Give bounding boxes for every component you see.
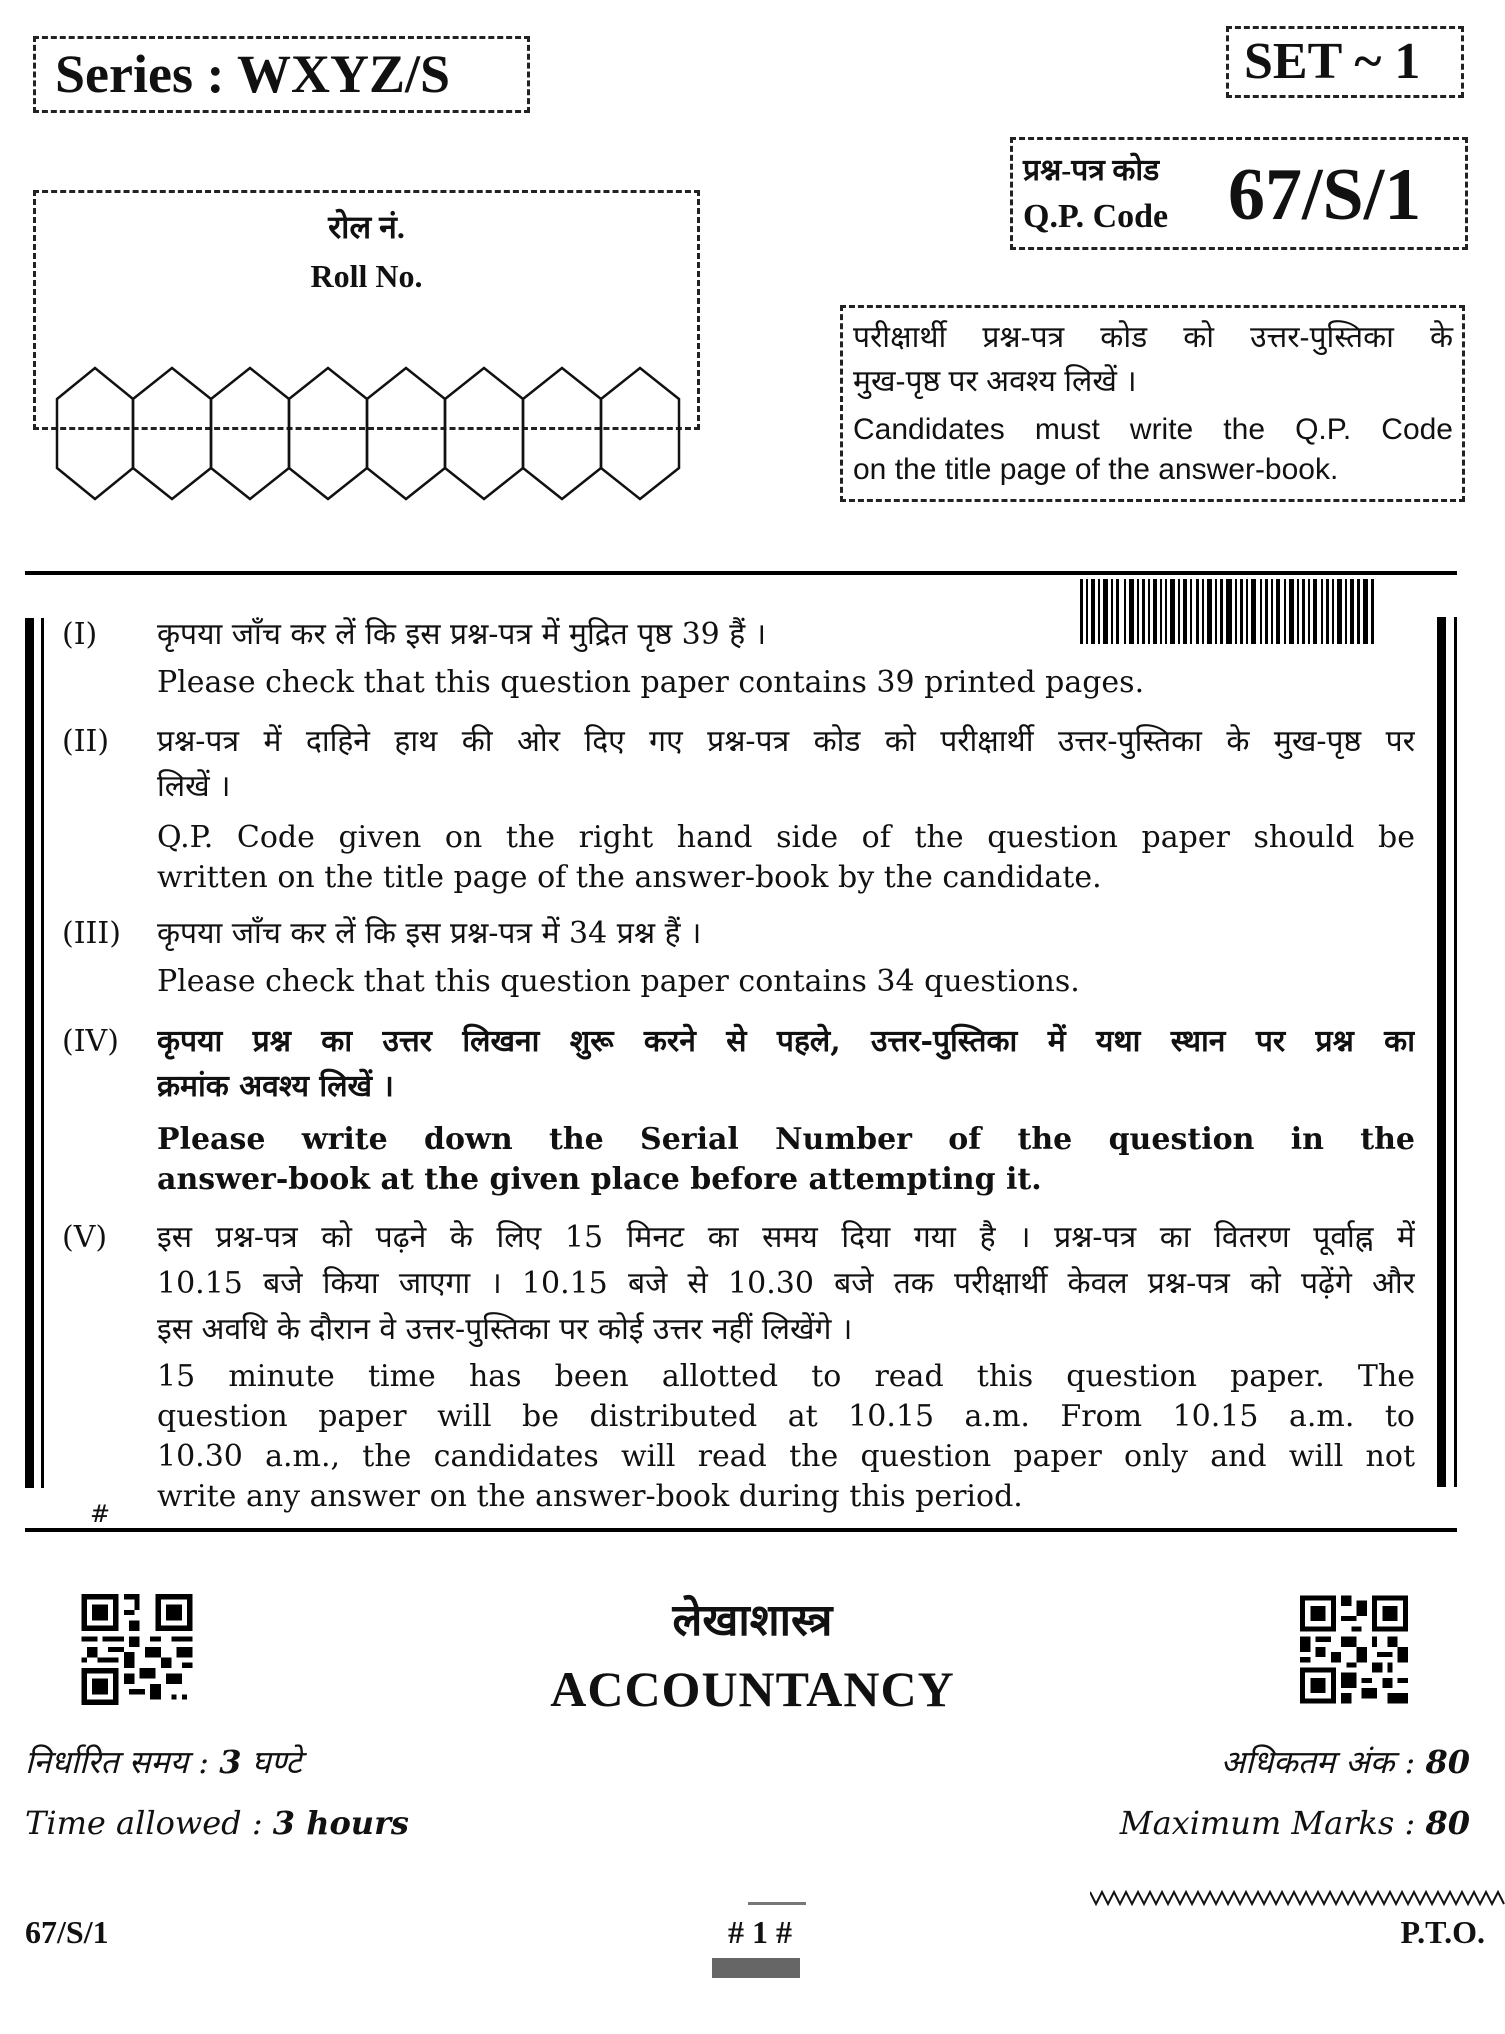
zigzag-divider <box>1090 1888 1505 1908</box>
barcode-icon <box>1080 579 1374 644</box>
maximum-marks <box>1120 1804 1470 1842</box>
please-turn-over: P.T.O. <box>1400 1914 1485 1950</box>
roll-number-hex-grid[interactable] <box>55 366 687 502</box>
notice-line-english-2: on the title page of the answer-book. <box>853 453 1339 486</box>
time-allowed-value: 3 hours <box>272 1804 409 1842</box>
instruction-line-hindi: इस अवधि के दौरान वे उत्तर-पुस्तिका पर कोई उत्तर नहीं लिखेंगे । <box>157 1312 853 1347</box>
instruction-label: (IV) <box>62 1024 119 1059</box>
maximum-marks-value: 80 <box>1425 1804 1470 1842</box>
qp-code-label: Q.P. Code <box>1023 198 1169 235</box>
notice-line-english-1: Candidates must write the Q.P. Code <box>853 413 1453 446</box>
instruction-line-english: 10.30 a.m., the candidates will read the question paper only and will not <box>157 1439 1415 1474</box>
instruction-line-english: answer-book at the given place before attempting it. <box>157 1162 1042 1197</box>
instruction-line-english: Q.P. Code given on the right hand side of the question paper should be <box>157 820 1415 855</box>
instruction-line-hindi: क्रमांक अवश्य लिखें । <box>157 1069 394 1104</box>
time-allowed <box>25 1804 409 1842</box>
instruction-line-english: write any answer on the answer-book during this period. <box>157 1479 1023 1514</box>
right-frame-thin-bar <box>1454 617 1457 1487</box>
instruction-line-hindi: कृपया जाँच कर लें कि इस प्रश्न-पत्र में 34 प्रश्न हैं । <box>157 916 702 951</box>
roll-digit-cell[interactable] <box>57 368 133 499</box>
maximum-marks-hindi <box>1221 1740 1470 1783</box>
maximum-marks-label: Maximum Marks : <box>1119 1804 1426 1842</box>
top-divider <box>25 571 1457 575</box>
subject-title-hindi: लेखाशास्त्र <box>672 1596 833 1645</box>
hash-mark: # <box>90 1500 111 1528</box>
time-allowed-hindi-unit: घण्टे <box>241 1743 302 1781</box>
left-frame-thin-bar <box>41 618 44 1488</box>
right-frame-thick-bar <box>1437 617 1446 1487</box>
instruction-label: (I) <box>62 617 98 652</box>
qp-code-value: 67/S/1 <box>1228 154 1422 236</box>
roll-digit-cell[interactable] <box>601 368 679 499</box>
roll-digit-cell[interactable] <box>133 368 211 499</box>
series-label: Series : WXYZ/S <box>55 44 451 104</box>
instruction-line-english: Please write down the Serial Number of the question in the <box>157 1122 1415 1157</box>
roll-digit-cell[interactable] <box>445 368 523 499</box>
time-allowed-hindi-label: निर्धारित समय : <box>25 1743 220 1781</box>
page-number-block <box>712 1958 800 1978</box>
page-number-dash <box>748 1902 806 1905</box>
roll-digit-cell[interactable] <box>367 368 445 499</box>
instruction-line-hindi: प्रश्न-पत्र में दाहिने हाथ की ओर दिए गए प्रश्न-पत्र कोड को परीक्षार्थी उत्तर-पुस्तिका के मुख-पृष्ठ पर <box>157 724 1415 759</box>
instruction-line-hindi: 10.15 बजे किया जाएगा । 10.15 बजे से 10.30 बजे तक परीक्षार्थी केवल प्रश्न-पत्र को पढ़ेंगे और <box>157 1266 1415 1301</box>
qp-code-label-hindi: प्रश्न-पत्र कोड <box>1023 154 1160 187</box>
time-allowed-hindi <box>25 1740 302 1783</box>
time-allowed-label: Time allowed : <box>25 1804 273 1842</box>
instruction-line-hindi: इस प्रश्न-पत्र को पढ़ने के लिए 15 मिनट का समय दिया गया है । प्रश्न-पत्र का वितरण पूर्वाह्न में <box>157 1220 1415 1255</box>
set-label: SET ~ 1 <box>1244 33 1421 90</box>
roll-no-label-hindi: रोल नं. <box>328 209 405 245</box>
footer-qp-code: 67/S/1 <box>25 1914 109 1950</box>
instruction-line-english: Please check that this question paper contains 34 questions. <box>157 964 1080 999</box>
instruction-line-hindi: कृपया प्रश्न का उत्तर लिखना शुरू करने से पहले, उत्तर-पुस्तिका में यथा स्थान पर प्रश्न का <box>157 1024 1415 1059</box>
instruction-line-english: Please check that this question paper contains 39 printed pages. <box>157 665 1145 700</box>
instruction-line-hindi: कृपया जाँच कर लें कि इस प्रश्न-पत्र में मुद्रित पृष्ठ 39 हैं । <box>157 617 767 652</box>
roll-digit-cell[interactable] <box>211 368 289 499</box>
time-allowed-hindi-value: 3 <box>219 1743 242 1781</box>
roll-no-label: Roll No. <box>310 258 423 294</box>
subject-title: ACCOUNTANCY <box>550 1661 955 1717</box>
roll-digit-cell[interactable] <box>289 368 367 499</box>
instruction-line-hindi: लिखें । <box>157 769 231 804</box>
instruction-line-english: written on the title page of the answer-book by the candidate. <box>157 860 1102 895</box>
notice-line-hindi-1: परीक्षार्थी प्रश्न-पत्र कोड को उत्तर-पुस्तिका के <box>853 321 1453 354</box>
bottom-divider <box>25 1528 1457 1532</box>
maximum-marks-hindi-label: अधिकतम अंक : <box>1220 1743 1426 1781</box>
left-frame-thick-bar <box>25 618 34 1488</box>
instruction-label: (V) <box>62 1220 108 1255</box>
roll-digit-cell[interactable] <box>523 368 601 499</box>
instruction-label: (III) <box>62 916 121 951</box>
maximum-marks-hindi-value: 80 <box>1425 1743 1470 1781</box>
page-number: # 1 # <box>728 1914 792 1950</box>
instruction-line-english: 15 minute time has been allotted to read this question paper. The <box>157 1359 1415 1394</box>
instruction-label: (II) <box>62 724 110 759</box>
instruction-line-english: question paper will be distributed at 10.15 a.m. From 10.15 a.m. to <box>157 1399 1415 1434</box>
notice-line-hindi-2: मुख-पृष्ठ पर अवश्य लिखें । <box>853 365 1137 398</box>
